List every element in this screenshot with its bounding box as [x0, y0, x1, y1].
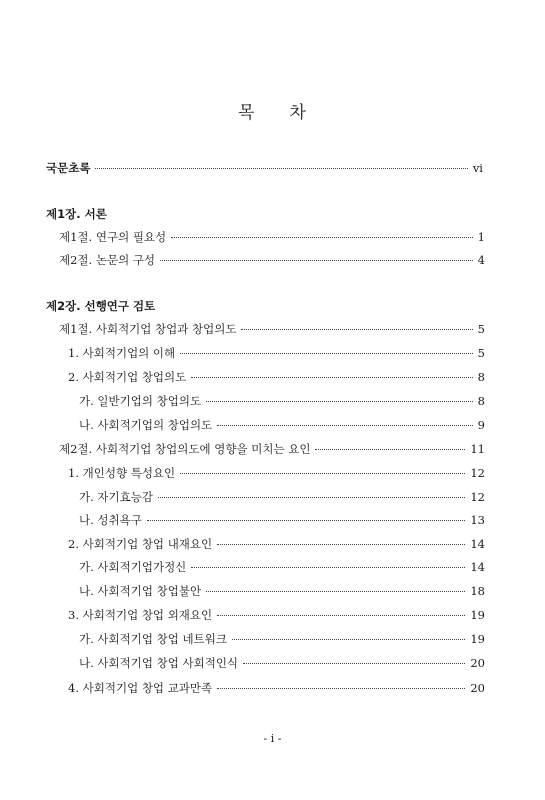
toc-entry-label: 가. 사회적기업가정신	[79, 560, 187, 574]
dot-leader	[180, 353, 473, 354]
toc-entry[interactable]	[79, 490, 485, 504]
toc-entry[interactable]	[68, 466, 485, 480]
toc-entry-page: 5	[477, 346, 485, 360]
toc-entry-label: 1. 사회적기업의 이해	[68, 346, 176, 360]
dot-leader	[171, 237, 473, 238]
toc-entry-label: 가. 일반기업의 창업의도	[79, 394, 202, 408]
dot-leader	[206, 401, 473, 402]
toc-entry[interactable]	[79, 656, 485, 670]
toc-entry-label: 국문초록	[46, 161, 91, 175]
toc-entry[interactable]	[59, 322, 485, 336]
toc-entry-page: 19	[470, 632, 485, 646]
toc-entry[interactable]	[68, 370, 485, 384]
toc-entry-page: 12	[470, 490, 485, 504]
toc-entry-page: 1	[477, 230, 485, 244]
dot-leader	[206, 591, 465, 592]
toc-entry-label: 나. 사회적기업 창업 사회적인식	[79, 656, 239, 670]
chapter-heading-1: 제1장. 서론	[46, 207, 107, 221]
toc-entry-label: 나. 사회적기업 창업불안	[79, 584, 202, 598]
dot-leader	[241, 329, 472, 330]
dot-leader	[243, 663, 465, 664]
toc-entry-page: 11	[470, 442, 485, 456]
toc-entry[interactable]	[59, 230, 485, 244]
toc-entry-page: 8	[477, 370, 485, 384]
toc-entry-page: 8	[477, 394, 485, 408]
toc-entry-page: 20	[470, 681, 485, 695]
toc-entry-page: 4	[477, 253, 485, 267]
dot-leader	[217, 615, 465, 616]
toc-entry[interactable]	[68, 346, 485, 360]
dot-leader	[158, 497, 465, 498]
toc-entry[interactable]	[59, 442, 485, 456]
toc-entry[interactable]	[79, 394, 485, 408]
dot-leader	[217, 544, 465, 545]
toc-entry-abstract[interactable]	[46, 161, 483, 175]
dot-leader	[217, 688, 465, 689]
dot-leader	[147, 520, 466, 521]
toc-entry-label: 2. 사회적기업 창업 내재요인	[68, 537, 213, 551]
title-right-char: 차	[289, 103, 307, 123]
toc-entry-label: 나. 성취욕구	[79, 513, 142, 527]
toc-entry[interactable]	[79, 418, 485, 432]
toc-entry-label: 가. 사회적기업 창업 네트워크	[79, 632, 227, 646]
page-title	[0, 98, 545, 123]
page-number: - i -	[263, 732, 282, 745]
toc-entry-label: 3. 사회적기업 창업 외재요인	[68, 608, 213, 622]
toc-entry[interactable]	[68, 537, 485, 551]
toc-entry-label: 제2절. 사회적기업 창업의도에 영향을 미치는 요인	[59, 442, 311, 456]
chapter-heading-2: 제2장. 선행연구 검토	[46, 299, 156, 313]
toc-entry-page: 13	[470, 513, 485, 527]
toc-entry[interactable]	[79, 560, 485, 574]
toc-entry-label: 2. 사회적기업 창업의도	[68, 370, 187, 384]
toc-entry-label: 가. 자기효능감	[79, 490, 153, 504]
toc-entry-page: 14	[470, 537, 485, 551]
dot-leader	[315, 449, 465, 450]
dot-leader	[160, 260, 473, 261]
toc-entry-page: 19	[470, 608, 485, 622]
toc-entry-label: 제1절. 사회적기업 창업과 창업의도	[59, 322, 237, 336]
toc-entry-page: 18	[470, 584, 485, 598]
toc-entry-page: vi	[472, 161, 483, 175]
toc-entry-label: 제1절. 연구의 필요성	[59, 230, 167, 244]
dot-leader	[180, 473, 465, 474]
toc-entry-page: 14	[470, 560, 485, 574]
toc-entry[interactable]	[68, 608, 485, 622]
dot-leader	[191, 567, 465, 568]
toc-entry[interactable]	[68, 681, 485, 695]
toc-entry[interactable]	[79, 584, 485, 598]
toc-entry-page: 5	[477, 322, 485, 336]
toc-entry[interactable]	[79, 632, 485, 646]
toc-entry-label: 4. 사회적기업 창업 교과만족	[68, 681, 213, 695]
toc-entry-page: 20	[470, 656, 485, 670]
dot-leader	[95, 168, 467, 169]
dot-leader	[191, 377, 472, 378]
title-left-char: 목	[238, 103, 256, 123]
toc-entry[interactable]	[79, 513, 485, 527]
toc-entry-page: 9	[477, 418, 485, 432]
toc-entry-page: 12	[470, 466, 485, 480]
dot-leader	[217, 425, 473, 426]
toc-entry[interactable]	[59, 253, 485, 267]
dot-leader	[232, 639, 465, 640]
toc-entry-label: 제2절. 논문의 구성	[59, 253, 156, 267]
toc-entry-label: 1. 개인성향 특성요인	[68, 466, 176, 480]
toc-entry-label: 나. 사회적기업의 창업의도	[79, 418, 213, 432]
